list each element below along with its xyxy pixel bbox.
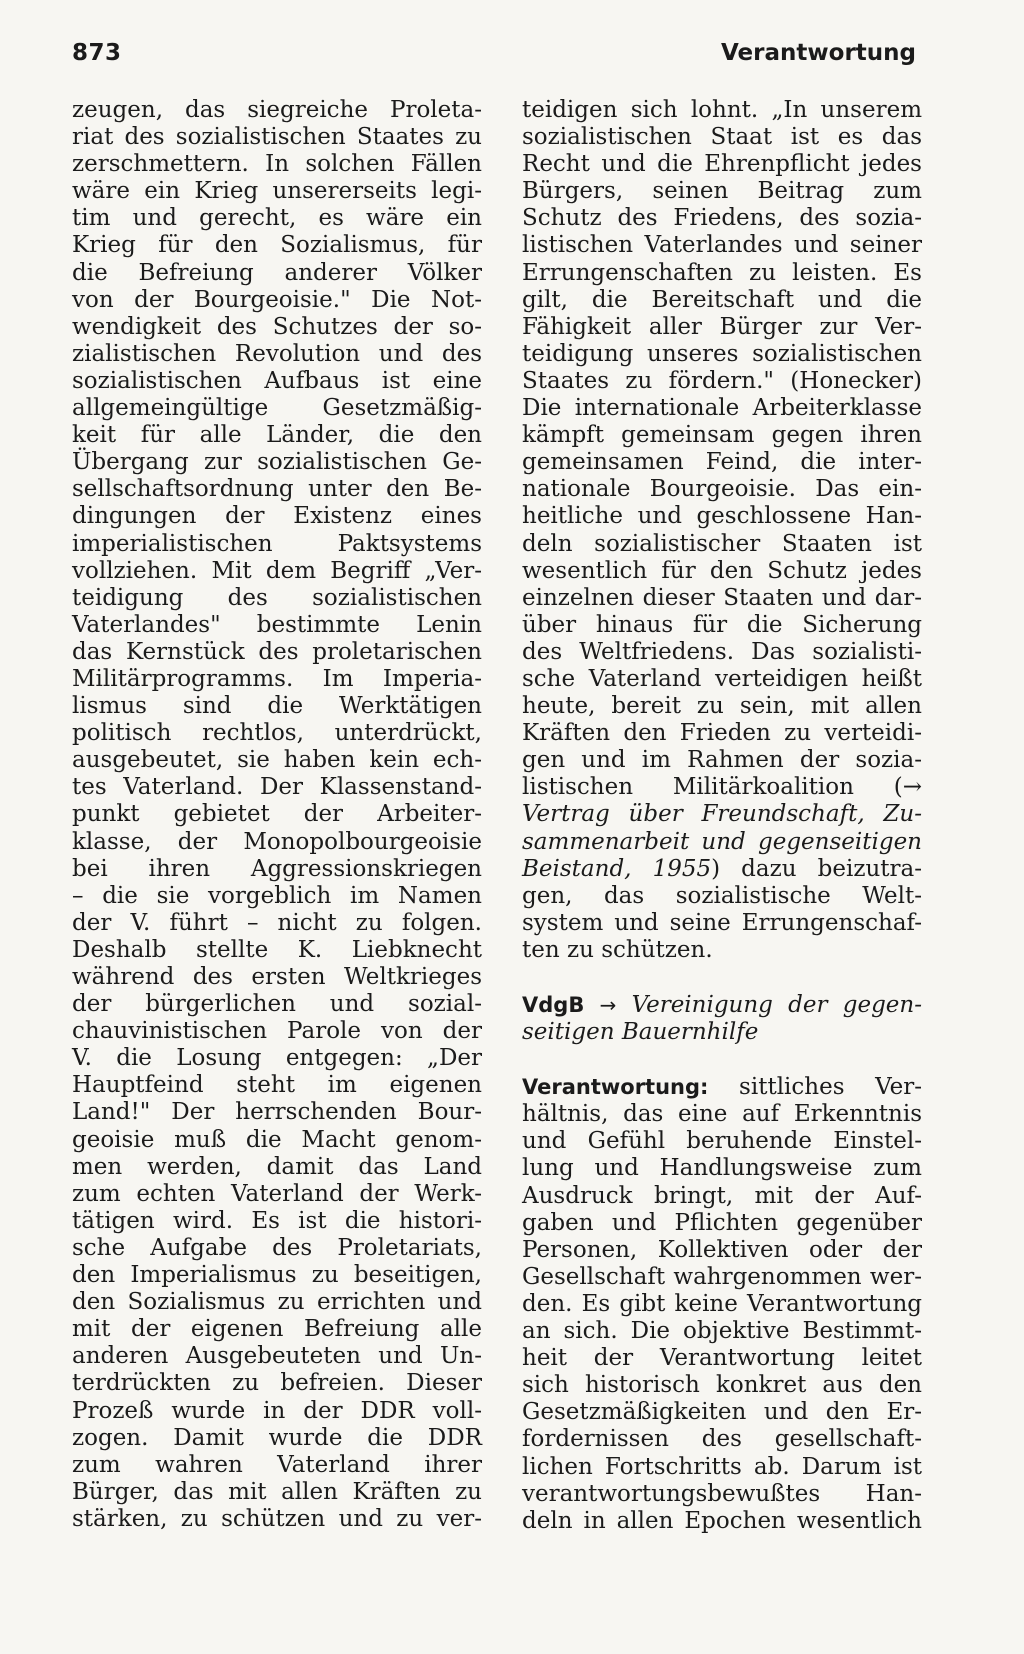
text-line: heitliche und geschlossene Han-	[522, 503, 922, 530]
text-line: bei ihren Aggressionskriegen	[72, 855, 482, 882]
text-line: der V. führt – nicht zu folgen.	[72, 909, 482, 936]
text-line: Staates zu fördern." (Honecker)	[522, 367, 922, 394]
text-line: Land!" Der herrschenden Bour-	[72, 1099, 482, 1126]
text-line: teidigung des sozialistischen	[72, 584, 482, 611]
text-line: gaben und Pflichten gegenüber	[522, 1209, 922, 1236]
entry-body	[522, 1101, 922, 1535]
running-head: Verantwortung	[721, 40, 916, 66]
continued-text	[522, 97, 922, 801]
text-line: über hinaus für die Sicherung	[522, 611, 922, 638]
text-line: zialistischen Revolution und des	[72, 340, 482, 367]
text-line: Bürger, das mit allen Kräften zu	[72, 1478, 482, 1505]
text-line: lismus sind die Werktätigen	[72, 693, 482, 720]
text-line: lichen Fortschritts ab. Darum ist	[522, 1453, 922, 1480]
text-line: imperialistischen Paktsystems	[72, 530, 482, 557]
text-line: Kräften den Frieden zu verteidi-	[522, 720, 922, 747]
treaty-ref-end: Beistand, 1955	[522, 855, 712, 882]
text-line: allgemeingültige Gesetzmäßig-	[72, 395, 482, 422]
text-line: klasse, der Monopolbourgeoisie	[72, 828, 482, 855]
text-line: geoisie muß die Macht genom-	[72, 1126, 482, 1153]
text-line: dingungen der Existenz eines	[72, 503, 482, 530]
text-line: des Weltfriedens. Das sozialisti-	[522, 638, 922, 665]
text-line: Vertrag über Freundschaft, Zu-	[522, 801, 922, 828]
text-line: Errungenschaften zu leisten. Es	[522, 259, 922, 286]
text-line: und Gefühl beruhende Einstel-	[522, 1128, 922, 1155]
text-line: zerschmettern. In solchen Fällen	[72, 151, 482, 178]
text-line: mit der eigenen Befreiung alle	[72, 1316, 482, 1343]
text-line: Militärprogramms. Im Imperia-	[72, 665, 482, 692]
text-line: wendigkeit des Schutzes der so-	[72, 313, 482, 340]
text-line: Schutz des Friedens, des sozia-	[522, 205, 922, 232]
left-column	[72, 97, 482, 1533]
text-line: Deshalb stellte K. Liebknecht	[72, 936, 482, 963]
text-line: einzelnen dieser Staaten und dar-	[522, 584, 922, 611]
text-line: riat des sozialistischen Staates zu	[72, 124, 482, 151]
continued-text	[522, 883, 922, 964]
see-reference-arrow-icon: →	[599, 993, 617, 1017]
cross-reference: Vereinigung der gegen-	[631, 992, 922, 1018]
text-line: Fähigkeit aller Bürger zur Ver-	[522, 313, 922, 340]
text-line: sozialistischen Aufbaus ist eine	[72, 367, 482, 394]
entry-vdgb	[522, 992, 922, 1046]
text-line: sche Aufgabe des Proletariats,	[72, 1234, 482, 1261]
text-line: gen, das sozialistische Welt-	[522, 882, 922, 909]
text-line: den Imperialismus zu beseitigen,	[72, 1262, 482, 1289]
text-line: Gesellschaft wahrgenommen wer-	[522, 1263, 922, 1290]
text-line: heute, bereit zu sein, mit allen	[522, 693, 922, 720]
text-line: kämpft gemeinsam gegen ihren	[522, 422, 922, 449]
text-line: politisch rechtlos, unterdrückt,	[72, 720, 482, 747]
text-line: teidigung unseres sozialistischen	[522, 340, 922, 367]
text-line: stärken, zu schützen und zu ver-	[72, 1505, 482, 1532]
text-line: Übergang zur sozialistischen Ge-	[72, 449, 482, 476]
text-line: ausgebeutet, sie haben kein ech-	[72, 747, 482, 774]
text-line: hältnis, das eine auf Erkenntnis	[522, 1101, 922, 1128]
entry-keyword: Verantwortung:	[522, 1075, 709, 1100]
text-line: chauvinistischen Parole von der	[72, 1018, 482, 1045]
text-line: wesentlich für den Schutz jedes	[522, 557, 922, 584]
entry-verantwortung	[522, 1074, 922, 1535]
text-line: deln sozialistischer Staaten ist	[522, 530, 922, 557]
text-line: nationale Bourgeoisie. Das ein-	[522, 476, 922, 503]
text-line: Gesetzmäßigkeiten und den Er-	[522, 1399, 922, 1426]
text-line: gilt, die Bereitschaft und die	[522, 286, 922, 313]
text-line: tes Vaterland. Der Klassenstand-	[72, 774, 482, 801]
text-line: tim und gerecht, es wäre ein	[72, 205, 482, 232]
text-line: gemeinsamen Feind, die inter-	[522, 449, 922, 476]
text-line: wäre ein Krieg unsererseits legi-	[72, 178, 482, 205]
text-line: gen und im Rahmen der sozia-	[522, 747, 922, 774]
right-column	[522, 97, 922, 1535]
entry-keyword: VdgB	[522, 993, 585, 1017]
text-line: fordernissen des gesellschaft-	[522, 1426, 922, 1453]
text-line: – die sie vorgeblich im Namen	[72, 882, 482, 909]
text-line: Die internationale Arbeiterklasse	[522, 395, 922, 422]
page-number: 873	[72, 40, 122, 66]
text-line	[522, 1074, 922, 1101]
text-line: listischen Militärkoalition (→	[522, 774, 922, 801]
text-line: von der Bourgeoisie." Die Not-	[72, 286, 482, 313]
text-line: den Sozialismus zu errichten und	[72, 1289, 482, 1316]
text-line: der bürgerlichen und sozial-	[72, 991, 482, 1018]
text-line: Vaterlandes" bestimmte Lenin	[72, 611, 482, 638]
text-line: teidigen sich lohnt. „In unserem	[522, 97, 922, 123]
text-line: während des ersten Weltkrieges	[72, 964, 482, 990]
text-line: Bürgers, seinen Beitrag zum	[522, 178, 922, 205]
text-line: sich historisch konkret aus den	[522, 1372, 922, 1399]
text-line: Hauptfeind steht im eigenen	[72, 1072, 482, 1099]
text-line: zum wahren Vaterland ihrer	[72, 1451, 482, 1478]
text-line: zogen. Damit wurde die DDR	[72, 1424, 482, 1451]
text-line: tätigen wird. Es ist die histori-	[72, 1207, 482, 1234]
text-line: sammenarbeit und gegenseitigen	[522, 828, 922, 855]
text-line: keit für alle Länder, die den	[72, 422, 482, 449]
text-fragment: ) dazu beizutra-	[711, 855, 922, 882]
text-line: V. die Losung entgegen: „Der	[72, 1045, 482, 1072]
text-line: system und seine Errungenschaf-	[522, 909, 922, 936]
text-line: men werden, damit das Land	[72, 1153, 482, 1180]
text-line: anderen Ausgebeuteten und Un-	[72, 1343, 482, 1370]
text-line: die Befreiung anderer Völker	[72, 259, 482, 286]
text-line: zum echten Vaterland der Werk-	[72, 1180, 482, 1207]
text-line: an sich. Die objektive Bestimmt-	[522, 1318, 922, 1345]
text-line: Personen, Kollektiven oder der	[522, 1236, 922, 1263]
text-line: punkt gebietet der Arbeiter-	[72, 801, 482, 828]
text-line: Krieg für den Sozialismus, für	[72, 232, 482, 259]
text-line: Ausdruck bringt, mit der Auf-	[522, 1182, 922, 1209]
text-line: deln in allen Epochen wesentlich	[522, 1507, 922, 1534]
text-line: sozialistischen Staat ist es das	[522, 124, 922, 151]
text-line: den. Es gibt keine Verantwortung	[522, 1290, 922, 1317]
text-line: listischen Vaterlandes und seiner	[522, 232, 922, 259]
text-line: lung und Handlungsweise zum	[522, 1155, 922, 1182]
text-line: vollziehen. Mit dem Begriff „Ver-	[72, 557, 482, 584]
text-line: ten zu schützen.	[522, 936, 713, 963]
text-line: das Kernstück des proletarischen	[72, 638, 482, 665]
text-line: zeugen, das siegreiche Proleta-	[72, 97, 482, 123]
text-line: heit der Verantwortung leitet	[522, 1345, 922, 1372]
text-line: sellschaftsordnung unter den Be-	[72, 476, 482, 503]
text-line: terdrückten zu befreien. Dieser	[72, 1370, 482, 1397]
text-line	[522, 856, 922, 883]
text-fragment: sittliches Ver-	[739, 1074, 923, 1101]
text-line: sche Vaterland verteidigen heißt	[522, 665, 922, 692]
cross-reference: seitigen Bauernhilfe	[522, 1019, 759, 1046]
text-line: verantwortungsbewußtes Han-	[522, 1480, 922, 1507]
text-line: Recht und die Ehrenpflicht jedes	[522, 151, 922, 178]
text-line	[522, 992, 922, 1019]
text-line: Prozeß wurde in der DDR voll-	[72, 1397, 482, 1424]
